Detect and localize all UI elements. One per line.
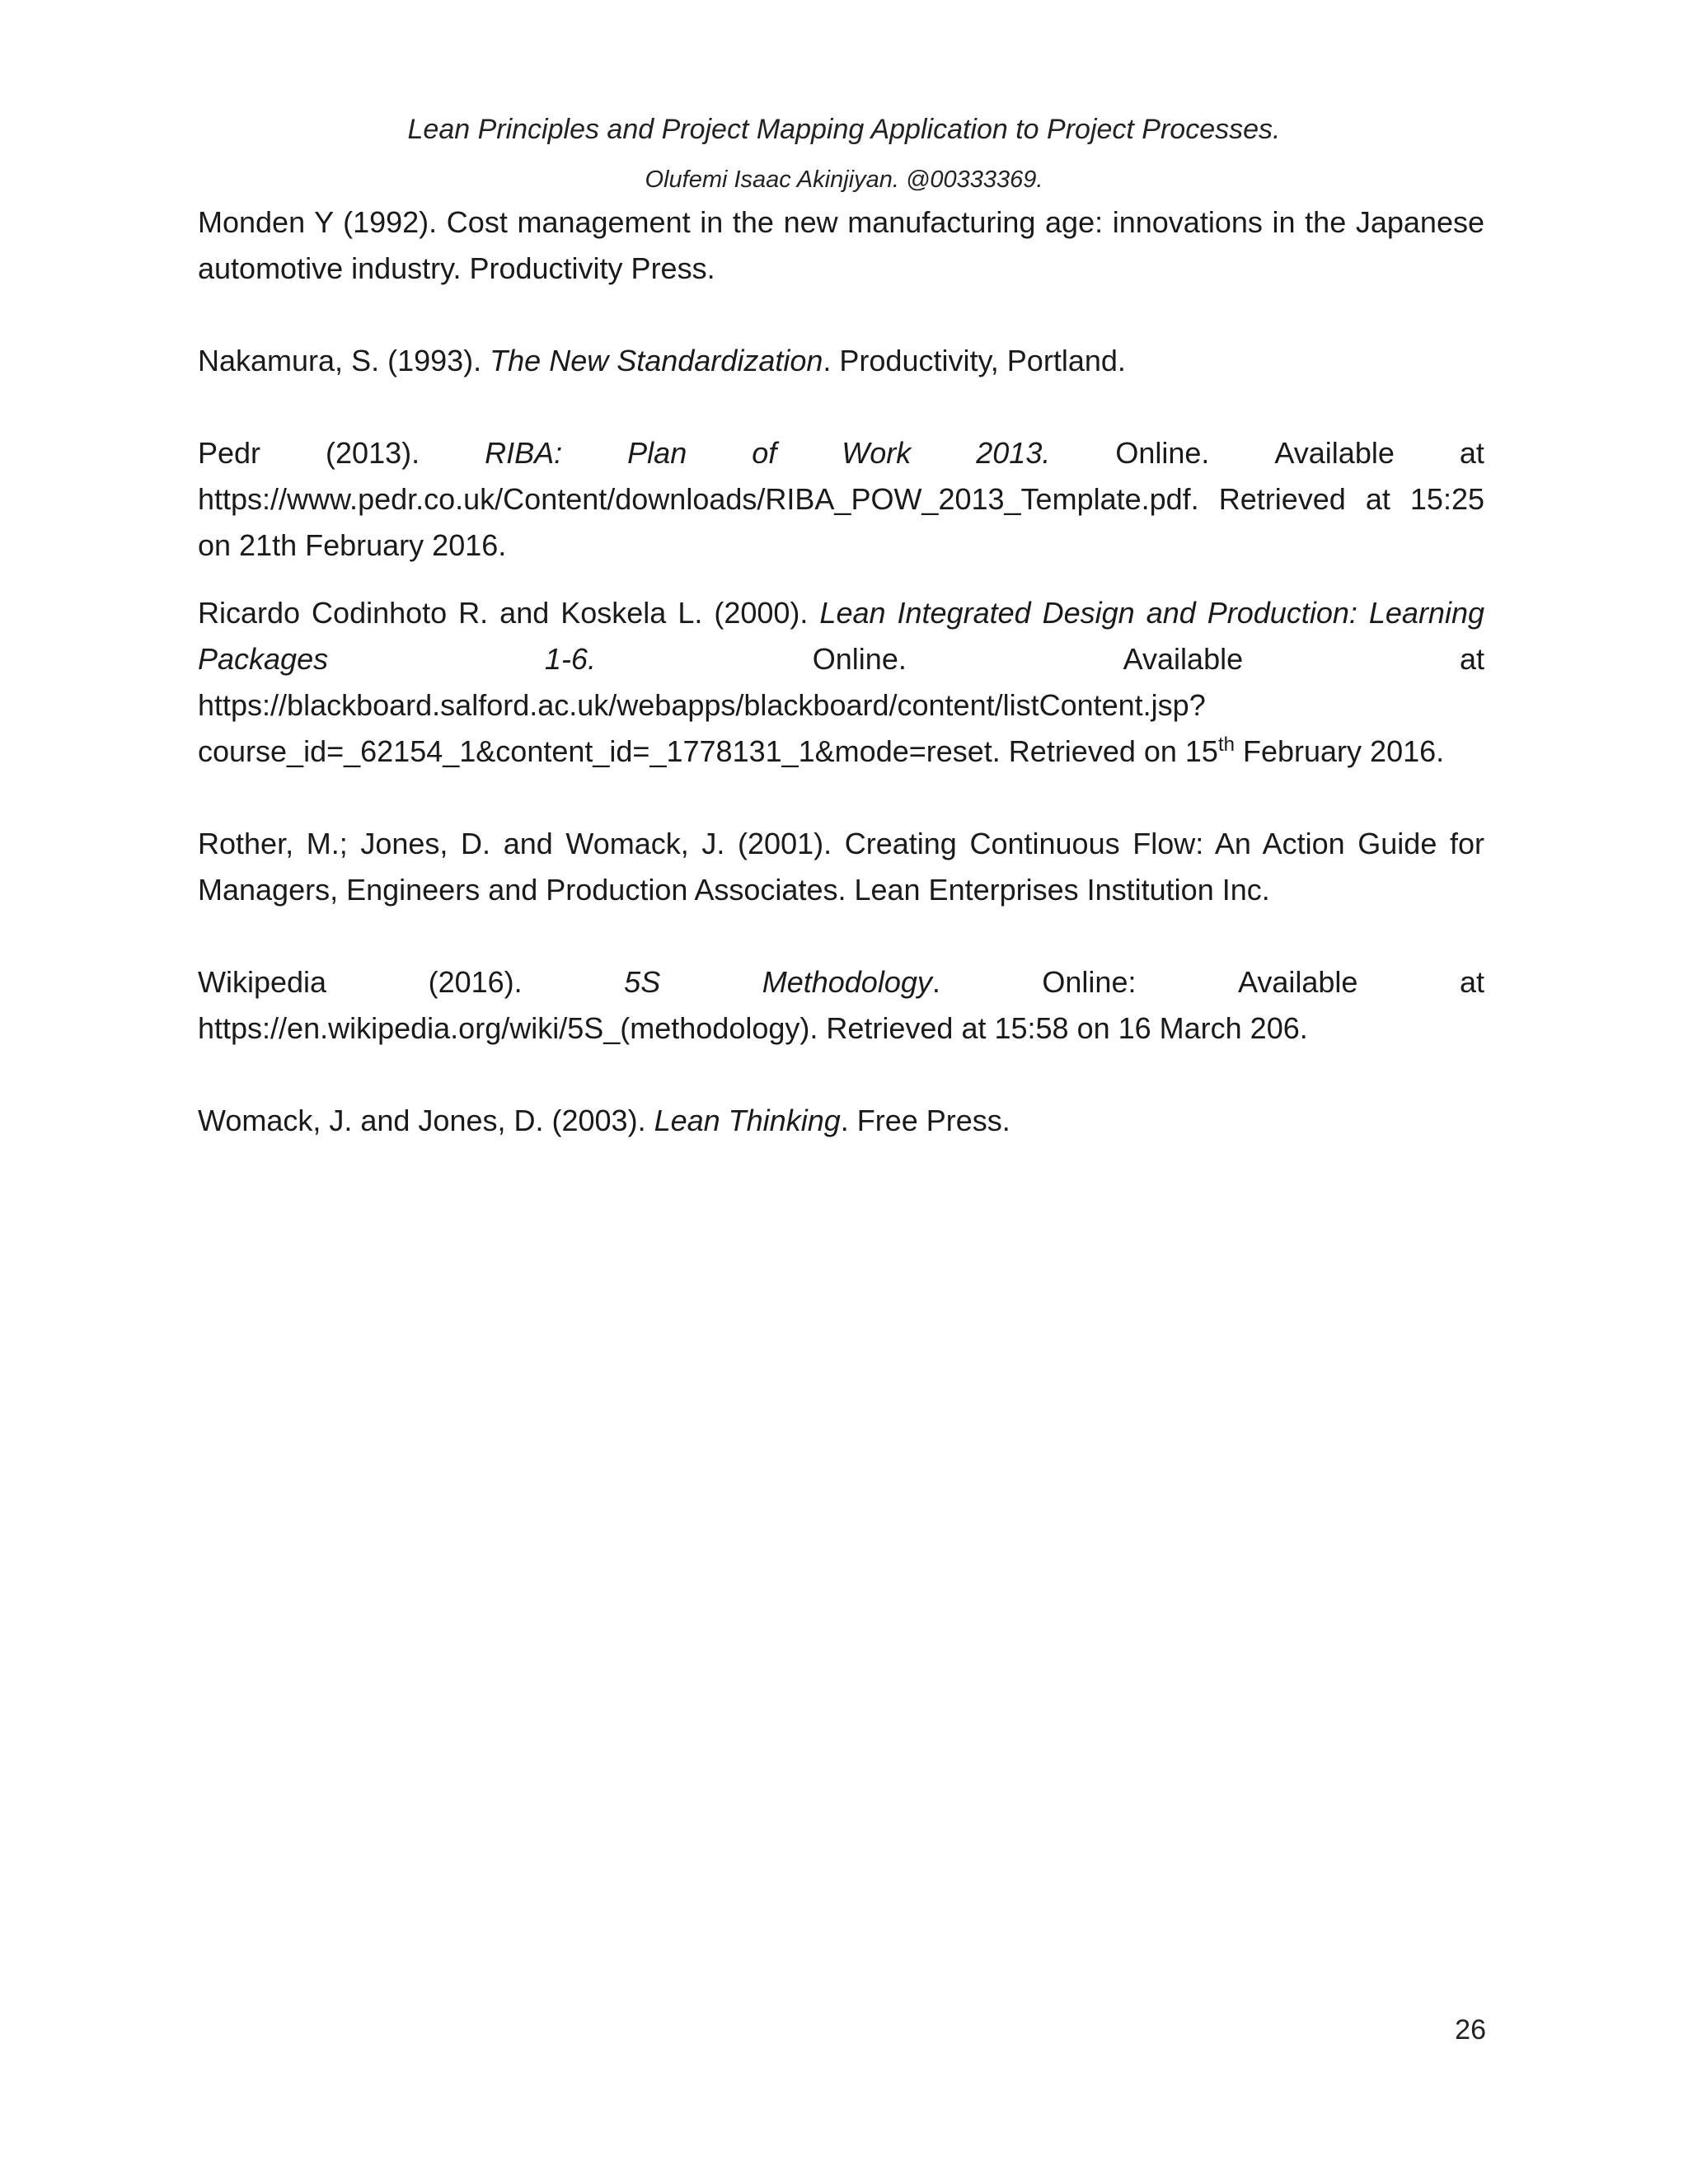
reference-pedr-title-word: RIBA: <box>485 436 563 470</box>
reference-ricardo-title-word: Packages <box>198 642 329 676</box>
reference-rother <box>198 821 1484 913</box>
reference-womack-title: Lean Thinking <box>654 1104 841 1137</box>
reference-nakamura <box>198 338 1484 384</box>
reference-pedr-online: Online. <box>1115 436 1210 470</box>
reference-wikipedia-url-line: https://en.wikipedia.org/wiki/5S_(methodology). Retrieved at 15:58 on 16 March 206. <box>198 1011 1308 1045</box>
reference-ricardo-date: February 2016. <box>1234 734 1445 768</box>
reference-ricardo-authors: Ricardo Codinhoto R. and Koskela L. (2000). <box>198 596 820 630</box>
reference-womack-prefix: Womack, J. and Jones, D. (2003). <box>198 1104 654 1137</box>
reference-pedr-at: at <box>1459 436 1484 470</box>
page-number: 26 <box>1455 2014 1486 2046</box>
reference-ricardo-available: Available <box>1123 642 1244 676</box>
reference-pedr <box>198 430 1484 569</box>
reference-ricardo-first-line <box>198 590 1484 636</box>
reference-list <box>198 199 1484 1190</box>
reference-ricardo <box>198 590 1484 775</box>
reference-pedr-author: Pedr <box>198 436 261 470</box>
reference-ricardo-url-line <box>198 682 1484 775</box>
reference-wikipedia-title-word: 5S <box>624 965 661 999</box>
reference-monden <box>198 199 1484 292</box>
reference-womack-suffix: . Free Press. <box>840 1104 1010 1137</box>
reference-monden-text: Monden Y (1992). Cost management in the new manufacturing age: innovations in the Japanese automotive industry. Productivity Press. <box>198 205 1484 285</box>
reference-ricardo-title-word: 1-6. <box>544 642 596 676</box>
reference-ricardo-ordinal: th <box>1217 733 1235 756</box>
reference-wikipedia-title-period: . <box>931 965 940 999</box>
reference-womack <box>198 1098 1484 1144</box>
reference-ricardo-at: at <box>1459 642 1484 676</box>
reference-wikipedia-at: at <box>1459 965 1484 999</box>
reference-wikipedia-year: (2016). <box>428 965 523 999</box>
reference-rother-text: Rother, M.; Jones, D. and Womack, J. (2001). Creating Continuous Flow: An Action Guide for Managers, Engineers and Production Associates. Lean Enterprises Institution Inc. <box>198 827 1484 907</box>
reference-nakamura-suffix: . Productivity, Portland. <box>823 344 1126 377</box>
reference-pedr-available: Available <box>1274 436 1395 470</box>
reference-pedr-title-word: of <box>752 436 777 470</box>
reference-pedr-title-word: 2013. <box>976 436 1051 470</box>
reference-nakamura-prefix: Nakamura, S. (1993). <box>198 344 490 377</box>
reference-pedr-first-line <box>198 430 1484 476</box>
reference-wikipedia-author: Wikipedia <box>198 965 327 999</box>
reference-wikipedia-first-line <box>198 959 1484 1005</box>
reference-ricardo-url: https://blackboard.salford.ac.uk/webapps/blackboard/content/listContent.jsp?course_id=_62154_1&content_id=_1778131_1&mode=reset. Retrieved on 15 <box>198 688 1218 768</box>
reference-wikipedia-title-word: Methodology <box>762 965 932 999</box>
reference-nakamura-title: The New Standardization <box>490 344 823 377</box>
reference-ricardo-title: Lean Integrated Design and Production: Learning <box>819 596 1484 630</box>
reference-wikipedia <box>198 959 1484 1052</box>
reference-ricardo-online: Online. <box>812 642 907 676</box>
reference-ricardo-second-line <box>198 636 1484 682</box>
reference-wikipedia-online: Online: <box>1042 965 1137 999</box>
reference-wikipedia-available: Available <box>1238 965 1358 999</box>
running-header-author: Olufemi Isaac Akinjiyan. @00333369. <box>645 166 1043 193</box>
reference-pedr-url-line: https://www.pedr.co.uk/Content/downloads/RIBA_POW_2013_Template.pdf. Retrieved at 15:25 on 21th February 2016. <box>198 482 1484 562</box>
reference-pedr-year: (2013). <box>326 436 420 470</box>
running-header-title: Lean Principles and Project Mapping Application to Project Processes. <box>407 114 1281 145</box>
reference-pedr-title-word: Work <box>842 436 912 470</box>
reference-pedr-title-word: Plan <box>627 436 687 470</box>
